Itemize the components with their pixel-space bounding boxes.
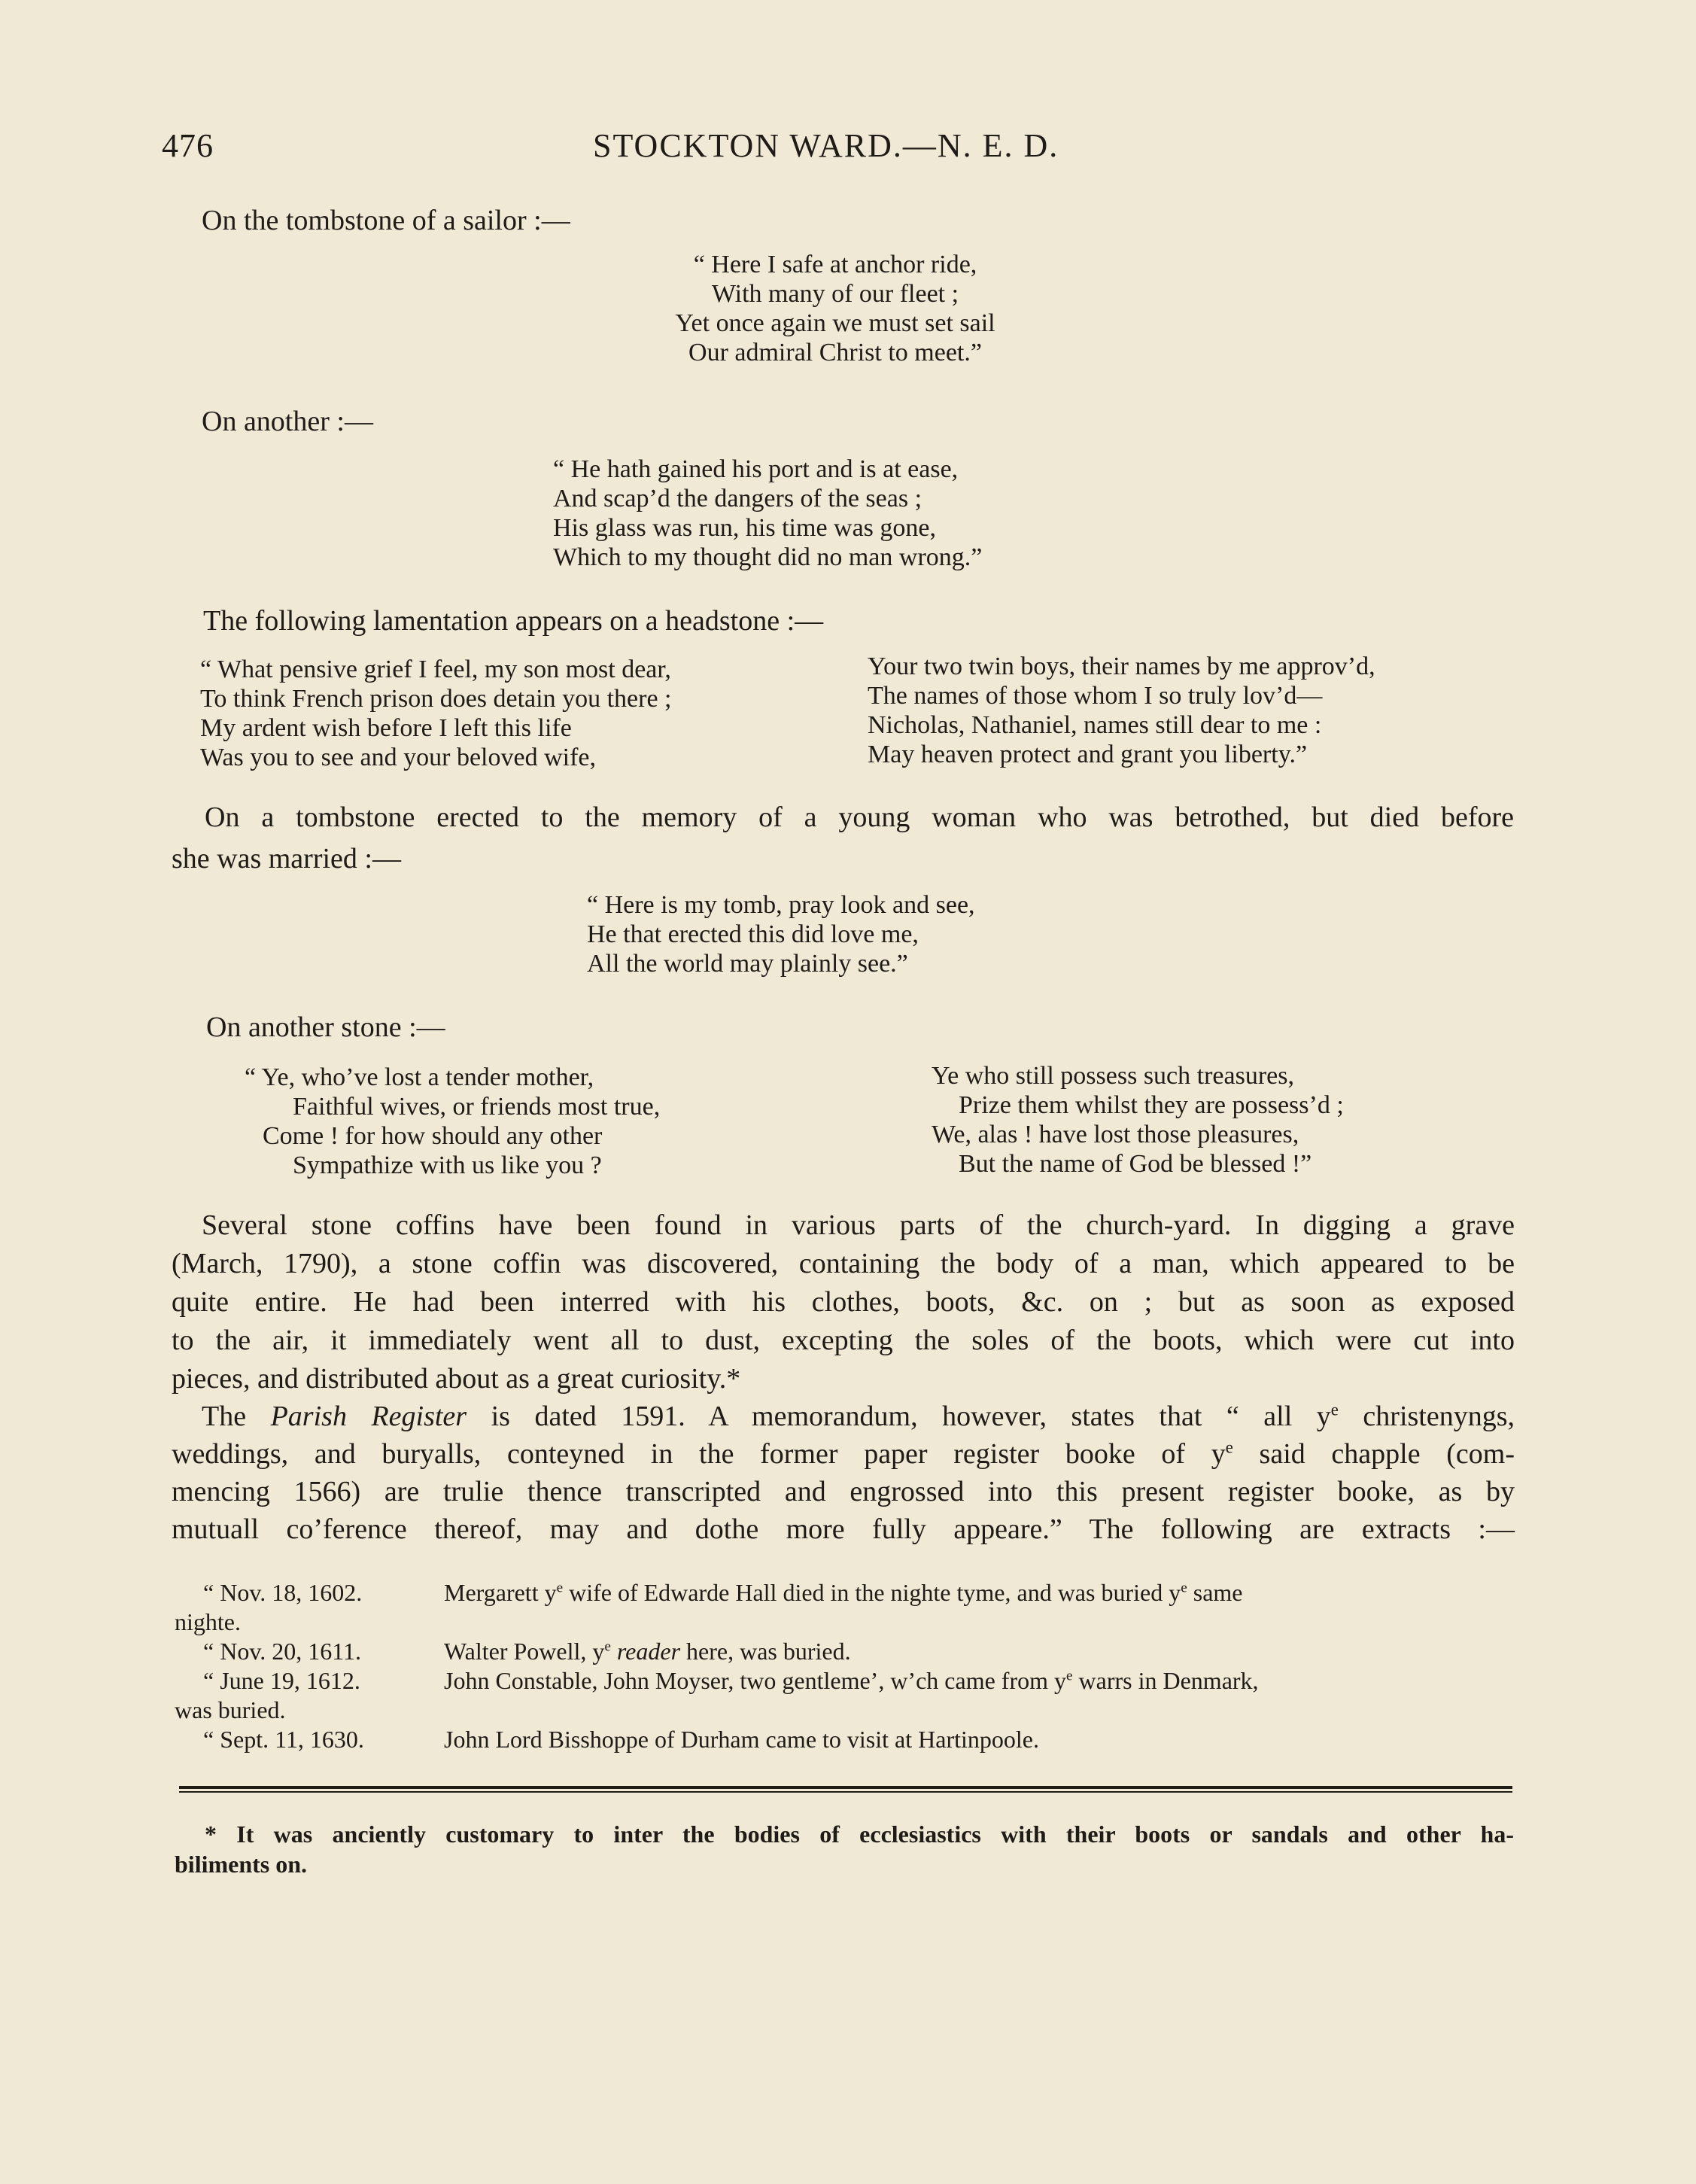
verse-line: And scap’d the dangers of the seas ; <box>553 485 922 513</box>
sailor-intro: On the tombstone of a sailor :— <box>202 205 570 236</box>
verse-line: “ Ye, who’ve lost a tender mother, <box>245 1063 594 1091</box>
verse-line: Your two twin boys, their names by me approv’d, <box>868 652 1375 680</box>
extract-row: “ Sept. 11, 1630. John Lord Bisshoppe of Durham came to visit at Hartinpoole. <box>203 1726 1039 1753</box>
verse-line: “ He hath gained his port and is at ease, <box>553 455 959 483</box>
running-head: STOCKTON WARD.—N. E. D. <box>593 127 1059 164</box>
lamentation-right <box>868 652 1375 769</box>
another-stone-intro: On another stone :— <box>206 1011 445 1043</box>
extract-row: “ June 19, 1612. John Constable, John Moyser, two gentleme’, w’ch came from $y^e$ warrs in Denmark, <box>203 1667 1259 1694</box>
footnote-rule-thin <box>179 1791 1512 1793</box>
register-paragraph <box>172 1398 1515 1548</box>
another-verse <box>553 455 982 572</box>
paragraph-line: The Parish Register is dated 1591. A memorandum, however, states that “ all $y^e$ christenyngs, <box>202 1400 1515 1432</box>
paragraph-line: Several stone coffins have been found in various parts of the church-yard. In digging a grave <box>202 1209 1515 1241</box>
another-stone-left <box>245 1063 660 1180</box>
verse-line: May heaven protect and grant you liberty.” <box>868 741 1308 768</box>
verse-line: Ye who still possess such treasures, <box>932 1062 1294 1090</box>
verse-line: Come ! for how should any other <box>263 1122 603 1150</box>
verse-line: “ Here I safe at anchor ride, <box>693 251 977 278</box>
verse-line: Was you to see and your beloved wife, <box>200 744 597 771</box>
extract-date: “ Sept. 11, 1630. <box>203 1726 364 1753</box>
verse-line: “ What pensive grief I feel, my son most dear, <box>200 656 671 683</box>
register-extracts <box>175 1578 1514 1754</box>
verse-line: Which to my thought did no man wrong.” <box>553 543 983 571</box>
sailor-verse <box>640 250 1031 367</box>
parish-register-title: Parish Register <box>270 1401 467 1432</box>
lamentation-intro: The following lamentation appears on a headstone :— <box>203 605 824 637</box>
extract-row: “ Nov. 20, 1611. Walter Powell, $y^e$ reader here, was buried. <box>203 1638 851 1665</box>
another-stone-right <box>932 1061 1344 1179</box>
verse-line: But the name of God be blessed !” <box>959 1150 1312 1178</box>
young-woman-intro-cont: she was married :— <box>172 843 401 875</box>
lamentation-left <box>200 655 672 772</box>
verse-line: He that erected this did love me, <box>587 920 919 948</box>
verse-line: Yet once again we must set sail <box>675 309 995 337</box>
footnote <box>175 1819 1514 1879</box>
verse-line: To think French prison does detain you there ; <box>200 685 672 713</box>
extract-date: “ June 19, 1612. <box>203 1667 360 1694</box>
footnote-line: * It was anciently customary to inter the bodies of ecclesiastics with their boots or sandals and other ha- <box>205 1821 1514 1848</box>
footnote-rule <box>179 1786 1512 1789</box>
paragraph-line: pieces, and distributed about as a great curiosity.* <box>172 1363 741 1395</box>
page-number: 476 <box>162 127 214 164</box>
extract-date: “ Nov. 18, 1602. <box>203 1579 363 1606</box>
paragraph-line: to the air, it immediately went all to dust, excepting the soles of the boots, which were cut into <box>172 1325 1515 1356</box>
intro-line: On a tombstone erected to the memory of a young woman who was betrothed, but died before <box>205 802 1514 833</box>
paragraph-line: weddings, and buryalls, conteyned in the former paper register booke of $y^e$ said chapple (com- <box>172 1437 1515 1470</box>
extract-continuation: nighte. <box>175 1608 241 1635</box>
verse-line: Sympathize with us like you ? <box>293 1151 602 1179</box>
young-woman-intro <box>205 798 1514 836</box>
verse-line: Our admiral Christ to meet.” <box>688 339 982 367</box>
paragraph-line: quite entire. He had been interred with his clothes, boots, &c. on ; but as soon as exposed <box>172 1286 1515 1318</box>
another-intro: On another :— <box>202 406 373 437</box>
footnote-line: biliments on. <box>175 1851 308 1878</box>
verse-line: All the world may plainly see.” <box>587 950 908 978</box>
verse-line: Faithful wives, or friends most true, <box>293 1093 661 1121</box>
extract-continuation: was buried. <box>175 1696 286 1723</box>
verse-line: Prize them whilst they are possess’d ; <box>959 1091 1344 1119</box>
verse-line: My ardent wish before I left this life <box>200 714 572 742</box>
paragraph-line: (March, 1790), a stone coffin was discovered, containing the body of a man, which appeared to be <box>172 1248 1515 1279</box>
verse-line: Nicholas, Nathaniel, names still dear to me : <box>868 711 1322 739</box>
paragraph-line: mutuall co’ference thereof, may and dothe more fully appeare.” The following are extracts :— <box>172 1513 1515 1545</box>
verse-line: With many of our fleet ; <box>711 280 959 308</box>
extract-date: “ Nov. 20, 1611. <box>203 1638 362 1665</box>
verse-line: “ Here is my tomb, pray look and see, <box>587 891 975 919</box>
extract-row: “ Nov. 18, 1602. Mergarett $y^e$ wife of Edwarde Hall died in the nighte tyme, and was buried $y^e$ same <box>203 1579 1243 1606</box>
verse-line: His glass was run, his time was gone, <box>553 514 937 542</box>
paragraph-line: mencing 1566) are trulie thence transcripted and engrossed into this present register booke, as by <box>172 1476 1515 1507</box>
verse-line: The names of those whom I so truly lov’d— <box>868 682 1323 710</box>
coffins-paragraph <box>172 1206 1515 1398</box>
verse-line: We, alas ! have lost those pleasures, <box>932 1121 1299 1148</box>
young-woman-verse <box>587 890 975 978</box>
